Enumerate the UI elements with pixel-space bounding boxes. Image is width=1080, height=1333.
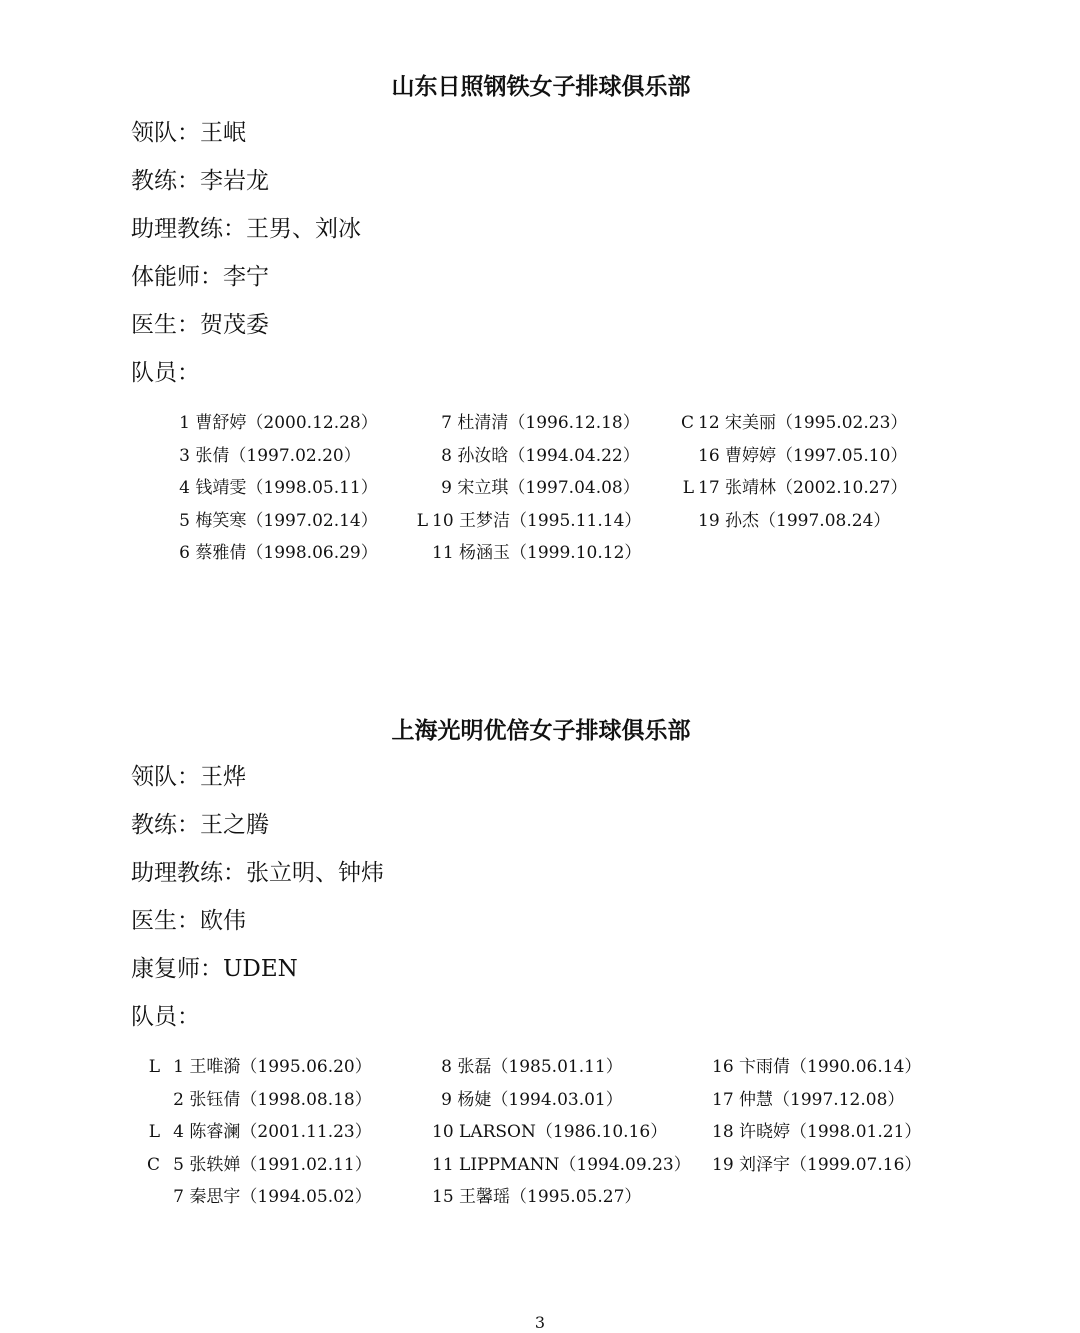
staff-value: 欧伟 (200, 908, 246, 934)
player-number: 5 (173, 1154, 184, 1175)
player-number: 10 (432, 510, 454, 531)
player-number: 10 (432, 1122, 454, 1142)
player-number: 1 (179, 413, 190, 433)
player-entry (170, 505, 378, 537)
player-entry (432, 407, 640, 439)
player-name: 王唯漪 (189, 1057, 241, 1077)
staff-label: 队员： (131, 360, 200, 386)
player-role-mark: L (416, 510, 428, 531)
staff-doctor (131, 310, 269, 340)
players-heading (131, 358, 200, 388)
player-birthdate: （1986.10.16） (535, 1122, 668, 1142)
player-name: 卞雨倩 (739, 1057, 791, 1077)
player-entry (698, 505, 890, 537)
player-name: 曹婷婷 (725, 445, 777, 466)
staff-label: 教练： (131, 168, 200, 194)
player-entry (698, 407, 907, 439)
player-entry (432, 1116, 667, 1148)
staff-value: 王男、刘冰 (246, 216, 361, 242)
player-entry (432, 1051, 623, 1083)
player-entry (164, 1149, 372, 1181)
player-number: 11 (432, 543, 454, 563)
player-name: 杨婕 (457, 1089, 492, 1110)
player-name: 孙汝晗 (457, 445, 509, 466)
player-number: 1 (173, 1057, 184, 1077)
players-heading (131, 1002, 200, 1032)
player-name: 王梦洁 (459, 510, 511, 531)
player-name: 曹舒婷 (195, 413, 247, 433)
player-name: 宋立琪 (457, 478, 509, 498)
player-entry (432, 505, 641, 537)
staff-coach (131, 166, 269, 196)
player-birthdate: （1999.10.12） (510, 543, 642, 563)
player-birthdate: （1995.06.20） (240, 1057, 372, 1077)
staff-label: 体能师： (131, 264, 223, 290)
player-name: 钱靖雯 (195, 478, 247, 498)
player-birthdate: （1999.07.16） (790, 1154, 922, 1175)
staff-label: 助理教练： (131, 216, 246, 242)
staff-doctor (131, 906, 246, 936)
player-name: 蔡雅倩 (195, 543, 247, 563)
player-name: 陈睿澜 (189, 1122, 241, 1142)
staff-value: UDEN (223, 956, 298, 982)
player-name: 刘泽宇 (739, 1154, 791, 1175)
staff-label: 康复师： (131, 956, 223, 982)
staff-value: 贺茂委 (200, 312, 269, 338)
player-name: 梅笑寒 (195, 510, 247, 531)
player-entry (712, 1051, 921, 1083)
staff-label: 医生： (131, 908, 200, 934)
player-number: 7 (441, 413, 452, 433)
staff-value: 王岷 (200, 120, 246, 146)
player-entry (164, 1051, 372, 1083)
staff-label: 队员： (131, 1004, 200, 1030)
team-section-shanghai (0, 710, 1080, 1207)
player-number: 18 (712, 1122, 734, 1142)
player-name: 张钰倩 (189, 1089, 241, 1110)
player-birthdate: （1994.04.22） (508, 445, 640, 466)
player-name: LIPPMANN (459, 1154, 560, 1175)
player-number: 2 (173, 1089, 184, 1110)
team-title: 山东日照钢铁女子排球俱乐部 (391, 73, 691, 100)
player-role-mark: L (148, 1057, 160, 1077)
player-number: 19 (712, 1154, 734, 1175)
player-entry (432, 1181, 641, 1213)
staff-label: 助理教练： (131, 860, 246, 886)
player-name: LARSON (459, 1122, 536, 1142)
player-entry (432, 1084, 623, 1116)
player-number: 12 (698, 413, 720, 433)
player-name: 张磊 (457, 1057, 492, 1077)
player-number: 8 (441, 445, 452, 466)
player-birthdate: （1997.04.08） (508, 478, 640, 498)
player-birthdate: （1997.05.10） (776, 445, 908, 466)
staff-value: 王之腾 (200, 812, 269, 838)
player-birthdate: （2000.12.28） (246, 413, 378, 433)
staff-trainer (131, 262, 269, 292)
player-entry (712, 1084, 904, 1116)
player-entry (712, 1116, 921, 1148)
player-birthdate: （1998.06.29） (246, 543, 378, 563)
staff-value: 李宁 (223, 264, 269, 290)
player-birthdate: （1997.12.08） (773, 1089, 905, 1110)
player-entry (164, 1116, 372, 1148)
player-name: 孙杰 (725, 510, 760, 531)
player-birthdate: （1998.01.21） (790, 1122, 922, 1142)
player-number: 17 (712, 1089, 734, 1110)
player-number: 17 (698, 478, 720, 498)
staff-coach (131, 810, 269, 840)
player-role-mark: C (146, 1154, 160, 1175)
player-entry (170, 537, 378, 569)
staff-label: 教练： (131, 812, 200, 838)
staff-label: 医生： (131, 312, 200, 338)
player-number: 16 (712, 1057, 734, 1077)
player-entry (698, 472, 907, 504)
player-role-mark: C (680, 413, 694, 433)
player-entry (698, 440, 907, 472)
player-number: 16 (698, 445, 720, 466)
player-birthdate: （1994.09.23） (559, 1154, 691, 1175)
staff-rehab (131, 954, 298, 984)
player-name: 张靖林 (725, 478, 777, 498)
player-birthdate: （1995.02.23） (776, 413, 908, 433)
player-number: 5 (179, 510, 190, 531)
player-number: 3 (179, 445, 190, 466)
player-birthdate: （1998.08.18） (240, 1089, 372, 1110)
staff-value: 张立明、钟炜 (246, 860, 384, 886)
team-title: 上海光明优倍女子排球俱乐部 (391, 717, 691, 744)
player-entry (432, 472, 640, 504)
staff-leader (131, 118, 246, 148)
player-entry (170, 440, 361, 472)
player-name: 张轶婵 (189, 1154, 241, 1175)
player-name: 杜清清 (457, 413, 509, 433)
player-number: 11 (432, 1154, 454, 1175)
player-name: 宋美丽 (725, 413, 777, 433)
player-name: 仲慧 (739, 1089, 774, 1110)
player-birthdate: （2001.11.23） (240, 1122, 372, 1142)
player-birthdate: （1995.11.14） (510, 510, 642, 531)
player-entry (432, 1149, 691, 1181)
player-name: 秦思宇 (189, 1187, 241, 1207)
player-birthdate: （1994.05.02） (240, 1187, 372, 1207)
player-birthdate: （1996.12.18） (508, 413, 640, 433)
player-birthdate: （1995.05.27） (510, 1187, 642, 1207)
player-entry (170, 472, 378, 504)
team-section-shandong (0, 66, 1080, 563)
player-entry (164, 1181, 372, 1213)
player-role-mark: L (148, 1122, 160, 1142)
player-number: 7 (173, 1187, 184, 1207)
player-name: 杨涵玉 (459, 543, 511, 563)
staff-label: 领队： (131, 764, 200, 790)
staff-assistant-coach (131, 858, 384, 888)
staff-assistant-coach (131, 214, 361, 244)
player-entry (432, 440, 640, 472)
player-birthdate: （1997.02.14） (246, 510, 378, 531)
player-number: 4 (179, 478, 190, 498)
player-number: 4 (173, 1122, 184, 1142)
player-number: 9 (441, 478, 452, 498)
player-birthdate: （1997.08.24） (759, 510, 891, 531)
staff-value: 李岩龙 (200, 168, 269, 194)
player-number: 6 (179, 543, 190, 563)
page-number: 3 (534, 1313, 546, 1332)
staff-value: 王烨 (200, 764, 246, 790)
player-birthdate: （1985.01.11） (491, 1057, 623, 1077)
player-entry (712, 1149, 921, 1181)
player-name: 许晓婷 (739, 1122, 791, 1142)
player-name: 王馨瑶 (459, 1187, 511, 1207)
player-birthdate: （1994.03.01） (491, 1089, 623, 1110)
player-number: 8 (441, 1057, 452, 1077)
player-number: 9 (441, 1089, 452, 1110)
player-birthdate: （2002.10.27） (776, 478, 908, 498)
staff-label: 领队： (131, 120, 200, 146)
player-number: 19 (698, 510, 720, 531)
player-entry (170, 407, 378, 439)
player-role-mark: L (682, 478, 694, 498)
staff-leader (131, 762, 246, 792)
player-name: 张倩 (195, 445, 230, 466)
player-birthdate: （1998.05.11） (246, 478, 378, 498)
player-birthdate: （1991.02.11） (240, 1154, 372, 1175)
player-entry (432, 537, 641, 569)
player-number: 15 (432, 1187, 454, 1207)
player-entry (164, 1084, 372, 1116)
player-birthdate: （1990.06.14） (790, 1057, 922, 1077)
player-birthdate: （1997.02.20） (229, 445, 361, 466)
